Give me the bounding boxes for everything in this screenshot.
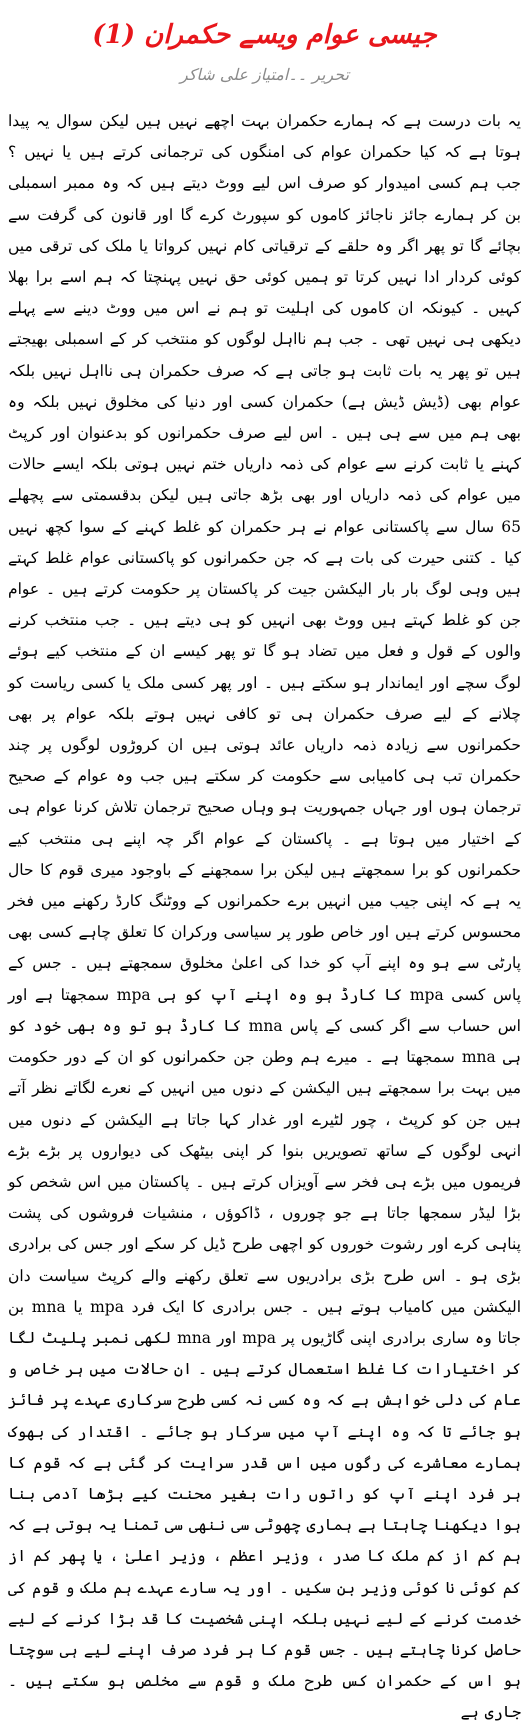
article-title: جیسی عوام ویسے حکمران (1) <box>92 20 437 50</box>
article-paragraph: یہ بات درست ہے کہ ہمارے حکمران بہت اچھے نہیں ہیں لیکن سوال یہ پیدا ہوتا ہے کہ کیا حکمران عوام کی امنگوں کی ترجمانی کرتے ہیں یا نہیں ؟ جب ہم کسی امیدوار کو صرف اس لیے ووٹ دیتے ہیں کہ وہ ممبر اسمبلی بن کر ہمارے جائز ناجائز کاموں کو سپورٹ کرے گا اور قانون کی گرفت سے بچائے گا تو پھر اگر وہ حلقے کے ترقیاتی کام نہیں کرواتا یا ملک کی ترقی میں کوئی کردار ادا نہیں کرتا تو ہمیں کوئی حق نہیں پہنچتا کہ ہم اسے برا بھلا کہیں ۔ کیونکہ ان کاموں کی اہلیت تو ہم نے اس میں ووٹ دینے سے پہلے دیکھی ہی نہیں تھی ۔ جب ہم نااہل لوگوں کو منتخب کر کے اسمبلی بھیجتے ہیں تو پھر یہ بات ثابت ہو جاتی ہے کہ صرف حکمران ہی نااہل نہیں بلکہ عوام بھی (ڈیش ڈیش ہے) حکمران کسی اور دنیا کی مخلوق نہیں بلکہ وہ بھی ہم میں سے ہی ہیں ۔ اس لیے صرف حکمرانوں کو بدعنوان اور کرپٹ کہنے یا ثابت کرنے سے عوام کی ذمہ داریاں ختم نہیں ہوتی بلکہ ایسے حالات میں عوام کی ذمہ داریاں اور بھی بڑھ جاتی ہیں لیکن بدقسمتی سے پچھلے 65 سال سے پاکستانی عوام نے ہر حکمران کو غلط کہنے کے سوا کچھ نہیں کیا ۔ کتنی حیرت کی بات ہے کہ جن حکمرانوں کو پاکستانی عوام غلط کہتے ہیں وہی لوگ بار بار الیکشن جیت کر پاکستان پر حکومت کرتے ہیں ۔ عوام جن کو غلط کہتے ہیں ووٹ بھی انہیں کو ہی دیتے ہیں ۔ جب منتخب کرنے والوں کے قول و فعل میں تضاد ہو گا تو پھر کیسے ان کے منتخب کیے ہوئے لوگ سچے اور ایماندار ہو سکتے ہیں ۔ اور پھر کسی ملک یا کسی ریاست کو چلانے کے لیے صرف حکمران ہی تو کافی نہیں ہوتے بلکہ عوام پر بھی حکمرانوں سے زیادہ ذمہ داریاں عائد ہوتی ہیں ان کروڑوں لوگوں پر چند حکمران تب ہی کامیابی سے حکومت کر سکتے ہیں جب وہ عوام کے صحیح ترجمان ہوں اور جہاں جمہوریت ہو وہاں صحیح ترجمان تلاش کرنا عوام ہی کے اختیار میں ہوتا ہے ۔ پاکستان کے عوام اگر چہ اپنے ہی منتخب کیے حکمرانوں کو برا سمجھتے ہیں لیکن برا سمجھنے کے باوجود میری قوم کا حال یہ ہے کہ اپنی جیب میں انہیں برے حکمرانوں کے ووٹنگ کارڈ رکھنے میں فخر محسوس کرتے ہیں اور خاص طور پر سیاسی ورکران کا تعلق چاہے کسی بھی پارٹی سے ہو وہ اپنے آپ کو خدا کی اعلیٰ مخلوق سمجھتے ہیں ۔ جس کے پاس کسی mpa کا کارڈ ہو وہ اپنے آپ کو ہی mpa سمجھتا ہے اور اس حساب سے اگر کسی کے پاس mna کا کارڈ ہو تو وہ بھی خود کو ہی mna سمجھتا ہے ۔ میرے ہم وطن جن حکمرانوں کو ان کے دور حکومت میں بہت برا سمجھتے ہیں الیکشن کے دنوں میں انہیں کے نعرے لگاتے نظر آتے ہیں جن کو کرپٹ ، چور لٹیرے اور غدار کہا جاتا ہے الیکشن کے دنوں میں انہی لوگوں کے ساتھ تصویریں بنوا کر اپنی بیٹھک کی دیواروں پر بڑے بڑے فریموں میں بڑے ہی فخر سے آویزاں کرتے ہیں ۔ پاکستان میں اس شخص کو بڑا لیڈر سمجھا جاتا ہے جو چوروں ، ڈاکوؤں ، منشیات فروشوں کی پشت پناہی کرے اور رشوت خوروں کو اچھی طرح ڈیل کر سکے اور جس کی برادری بڑی ہو ۔ اس طرح بڑی برادریوں سے تعلق رکھنے والے کرپٹ سیاست دان الیکشن میں کامیاب ہوتے ہیں ۔ جس برادری کا ایک فرد mpa یا mna بن جاتا وہ ساری برادری اپنی گاڑیوں پر mpa اور mna لکھی نمبر پلیٹ لگا کر اختیارات کا غلط استعمال کرتے ہیں ۔ ان حالات میں ہر خاص و عام کی دلی خواہش ہے کہ وہ کسی نہ کسی طرح سرکاری عہدے پر فائز ہو جائے تا کہ وہ اپنے آپ میں سرکار ہو جائے ۔ اقتدار کی بھوک ہمارے معاشرے کی رگوں میں اس قدر سرایت کر گئی ہے کہ قوم کا ہر فرد اپنے آپ کو راتوں رات بغیر محنت کیے بڑھا آدمی بنا ہوا دیکھنا چاہتا ہے ہماری چھوٹی سی ننھی سی تمنا یہ ہوتی ہے کہ ہم کم از کم ملک کا صدر ، وزیر اعظم ، وزیر اعلیٰ ، یا پھر کم از کم کوئی نا کوئی وزیر بن سکیں ۔ اور یہ سارے عہدے ہم ملک و قوم کی خدمت کرنے کے لیے نہیں بلکہ اپنی شخصیت کا قد بڑا کرنے کے لیے حاصل کرنا چاہتے ہیں ۔ جس قوم کا ہر فرد صرف اپنے لیے ہی سوچتا ہو اس کے حکمران کس طرح ملک و قوم سے مخلص ہو سکتے ہیں ۔ جاری ہے <box>8 112 522 1722</box>
article-body <box>8 106 522 1722</box>
article-byline: تحریر ۔۔امتیاز علی شاکر <box>179 65 350 84</box>
